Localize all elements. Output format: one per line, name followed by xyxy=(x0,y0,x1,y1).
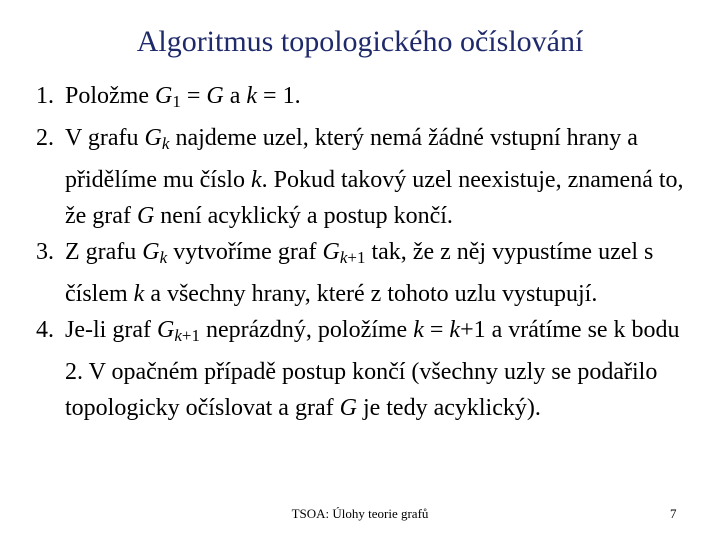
step-text: neprázdný, položíme xyxy=(199,317,414,343)
subscript-k: k xyxy=(339,248,348,267)
graph-symbol: G xyxy=(144,125,162,151)
step-text: Položme xyxy=(65,83,155,109)
subscript xyxy=(174,326,200,345)
step-number: 4. xyxy=(36,317,54,343)
algorithm-steps xyxy=(36,78,696,426)
k-symbol: k xyxy=(449,317,461,343)
step-text: = xyxy=(180,83,207,109)
graph-symbol: G xyxy=(322,239,340,265)
step-text: a xyxy=(223,83,247,109)
step-number: 2. xyxy=(36,125,54,151)
step-text: je tedy acyklický). xyxy=(356,395,541,421)
step-text: vytvoříme graf xyxy=(167,239,323,265)
step-number: 1. xyxy=(36,83,54,109)
step-text: V grafu xyxy=(65,125,145,151)
graph-symbol: G xyxy=(142,239,160,265)
step-2 xyxy=(36,120,696,234)
subscript-k: k xyxy=(174,326,182,345)
step-number: 3. xyxy=(36,239,54,265)
step-text: . Pokud takový uzel neexistuje, znamená to, že graf xyxy=(65,167,684,229)
step-4 xyxy=(36,312,696,426)
k-symbol: k xyxy=(133,281,145,307)
subscript-plus-one: +1 xyxy=(181,326,200,345)
step-text: = 1. xyxy=(257,83,301,109)
graph-symbol: G xyxy=(206,83,224,109)
step-text: Z grafu xyxy=(65,239,143,265)
subscript-plus-one: +1 xyxy=(347,248,366,267)
step-text: a všechny hrany, které z tohoto uzlu vystupují. xyxy=(144,281,598,307)
slide-footer: TSOA: Úlohy teorie grafů xyxy=(291,506,429,521)
step-text: není acyklický a postup končí. xyxy=(154,203,453,229)
step-1 xyxy=(36,78,696,120)
step-text: najdeme uzel, který nemá žádné vstupní hrany a přidělíme mu číslo xyxy=(65,125,638,193)
slide-title: Algoritmus topologického očíslování xyxy=(136,25,584,58)
subscript xyxy=(340,248,366,267)
subscript-k: k xyxy=(161,134,170,153)
step-text: +1 a vrátíme se k bodu 2. V opačném případě postup končí (všechny uzly se podařilo topologicky očíslovat a graf xyxy=(65,317,680,421)
graph-symbol: G xyxy=(136,203,155,229)
graph-symbol: G xyxy=(156,317,175,343)
graph-symbol: G xyxy=(155,83,173,109)
subscript: 1 xyxy=(172,92,181,111)
k-symbol: k xyxy=(246,83,258,109)
step-text: = xyxy=(423,317,450,343)
step-text: tak, že z něj vypustíme uzel s číslem xyxy=(65,239,654,307)
subscript-k: k xyxy=(159,248,168,267)
k-symbol: k xyxy=(413,317,424,343)
graph-symbol: G xyxy=(339,395,357,421)
k-symbol: k xyxy=(250,167,262,193)
page-number: 7 xyxy=(670,506,677,521)
step-3 xyxy=(36,234,696,312)
step-text: Je-li graf xyxy=(65,317,157,343)
